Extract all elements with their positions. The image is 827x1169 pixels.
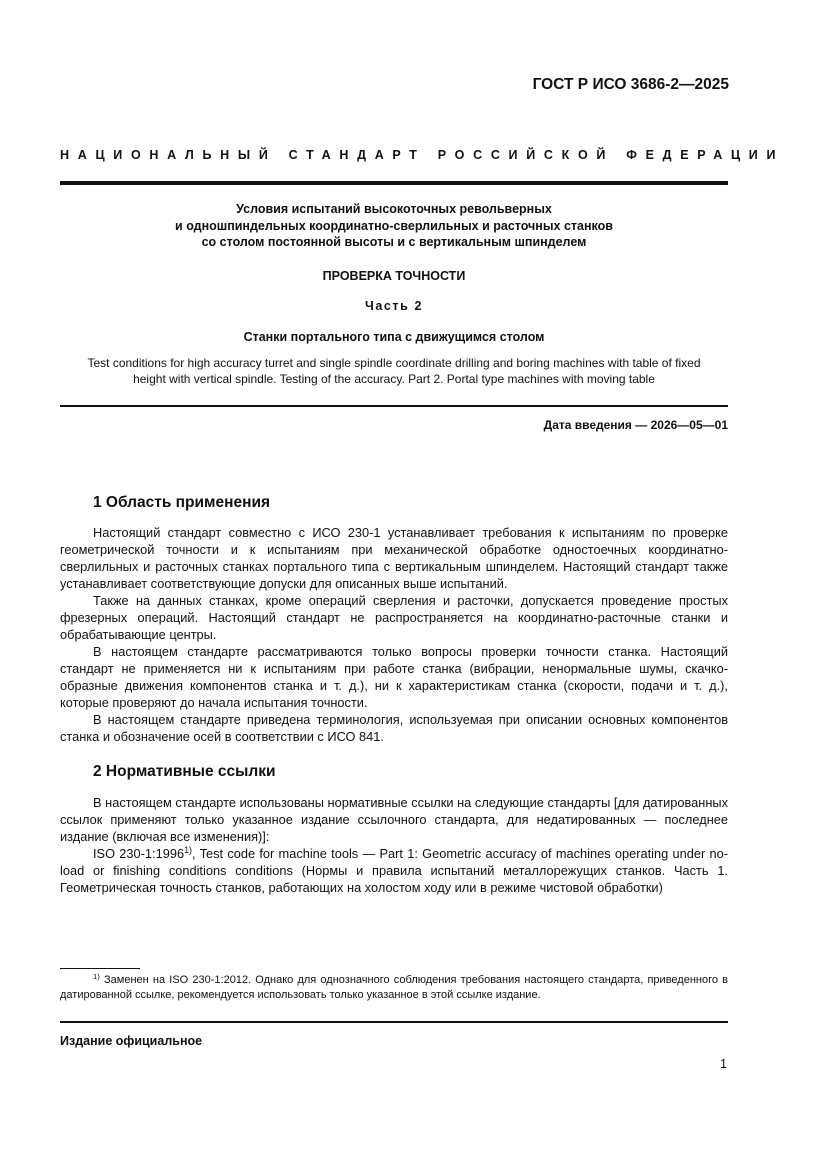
reference-code: ISO 230-1:1996 (93, 846, 185, 861)
section-1-paragraph: В настоящем стандарте рассматриваются только вопросы проверки точности станка. Настоящий стандарт не применяется ни к испытаниям при работе станка (вибрации, ненормальные шумы, скачкообразные движения компонентов станка и т. д.), ни к характеристикам станка (скорости, подачи и т. д.), которые проверяют до начала испытания точности. (60, 644, 728, 710)
normative-reference (60, 845, 728, 896)
reference-text: , Test code for machine tools — Part 1: Geometric accuracy of machines operating under no-load or finishing conditions conditions (Нормы и правила испытаний металлорежущих станков. Часть 1. Геометрическая точность станков, работающих на холостом ходу или в режиме чистовой обработки) (60, 846, 728, 895)
footnote-marker: 1) (184, 845, 193, 856)
title-divider (60, 405, 728, 407)
section-2-heading: 2 Нормативные ссылки (93, 763, 276, 780)
title-line-1: Условия испытаний высокоточных револьверных (236, 202, 552, 216)
section-1-heading: 1 Область применения (93, 494, 271, 511)
introduction-date: Дата введения — 2026—05—01 (543, 418, 728, 432)
section-2-body (60, 794, 728, 896)
footnote-text: Заменен на ISO 230-1:2012. Однако для однозначного соблюдения требования настоящего стандарта, приведенного в датированной ссылке, рекомендуется использовать только указанное в этой ссылке издание. (60, 974, 728, 1001)
section-1-paragraph: В настоящем стандарте приведена терминология, используемая при описании основных компонентов станка и обозначение осей в соответствии с ИСО 841. (60, 712, 728, 744)
footnote (60, 973, 728, 1003)
section-1-paragraph: Настоящий стандарт совместно с ИСО 230-1 устанавливает требования к испытаниям по проверке геометрической точности и к испытаниям при механической обработке одностоечных координатно-сверлильных и расточных станках портального типа с вертикальным шпинделем. Настоящий стандарт также устанавливает соответствующие допуски для описанных выше испытаний. (60, 525, 728, 591)
section-1-body (60, 524, 728, 745)
section-2-paragraph: В настоящем стандарте использованы нормативные ссылки на следующие стандарты [для датированных ссылок применяют только указанное издание ссылочного стандарта, для недатированных — последнее издание (включая все изменения)]: (60, 795, 728, 844)
title-part-name: Станки портального типа с движущимся столом (243, 329, 545, 344)
title-line-2: и одношпиндельных координатно-сверлильных и расточных станков (175, 218, 613, 233)
page-number: 1 (720, 1057, 727, 1071)
english-title-line-1: Test conditions for high accuracy turret and single spindle coordinate drilling and boring machines with table of fixed (87, 356, 701, 370)
english-title (60, 355, 728, 387)
footer-divider (60, 1021, 728, 1023)
english-title-line-2: height with vertical spindle. Testing of the accuracy. Part 2. Portal type machines with moving table (133, 372, 655, 386)
official-edition-label: Издание официальное (60, 1034, 203, 1048)
title-block (60, 201, 728, 345)
title-line-3: со столом постоянной высоты и с вертикальным шпинделем (201, 235, 587, 249)
footnote-mark: 1) (93, 971, 100, 981)
title-subtitle: ПРОВЕРКА ТОЧНОСТИ (322, 268, 466, 283)
title-part: Часть 2 (364, 299, 424, 313)
national-standard-heading: НАЦИОНАЛЬНЫЙ СТАНДАРТ РОССИЙСКОЙ ФЕДЕРАЦИИ (60, 148, 785, 162)
header-divider (60, 181, 728, 185)
footnote-divider (60, 968, 140, 969)
section-1-paragraph: Также на данных станках, кроме операций сверления и расточки, допускается проведение простых фрезерных операций. Настоящий стандарт не распространяется на координатно-расточные станки и обрабатывающие центры. (60, 593, 728, 642)
document-code: ГОСТ Р ИСО 3686-2—2025 (532, 76, 729, 93)
